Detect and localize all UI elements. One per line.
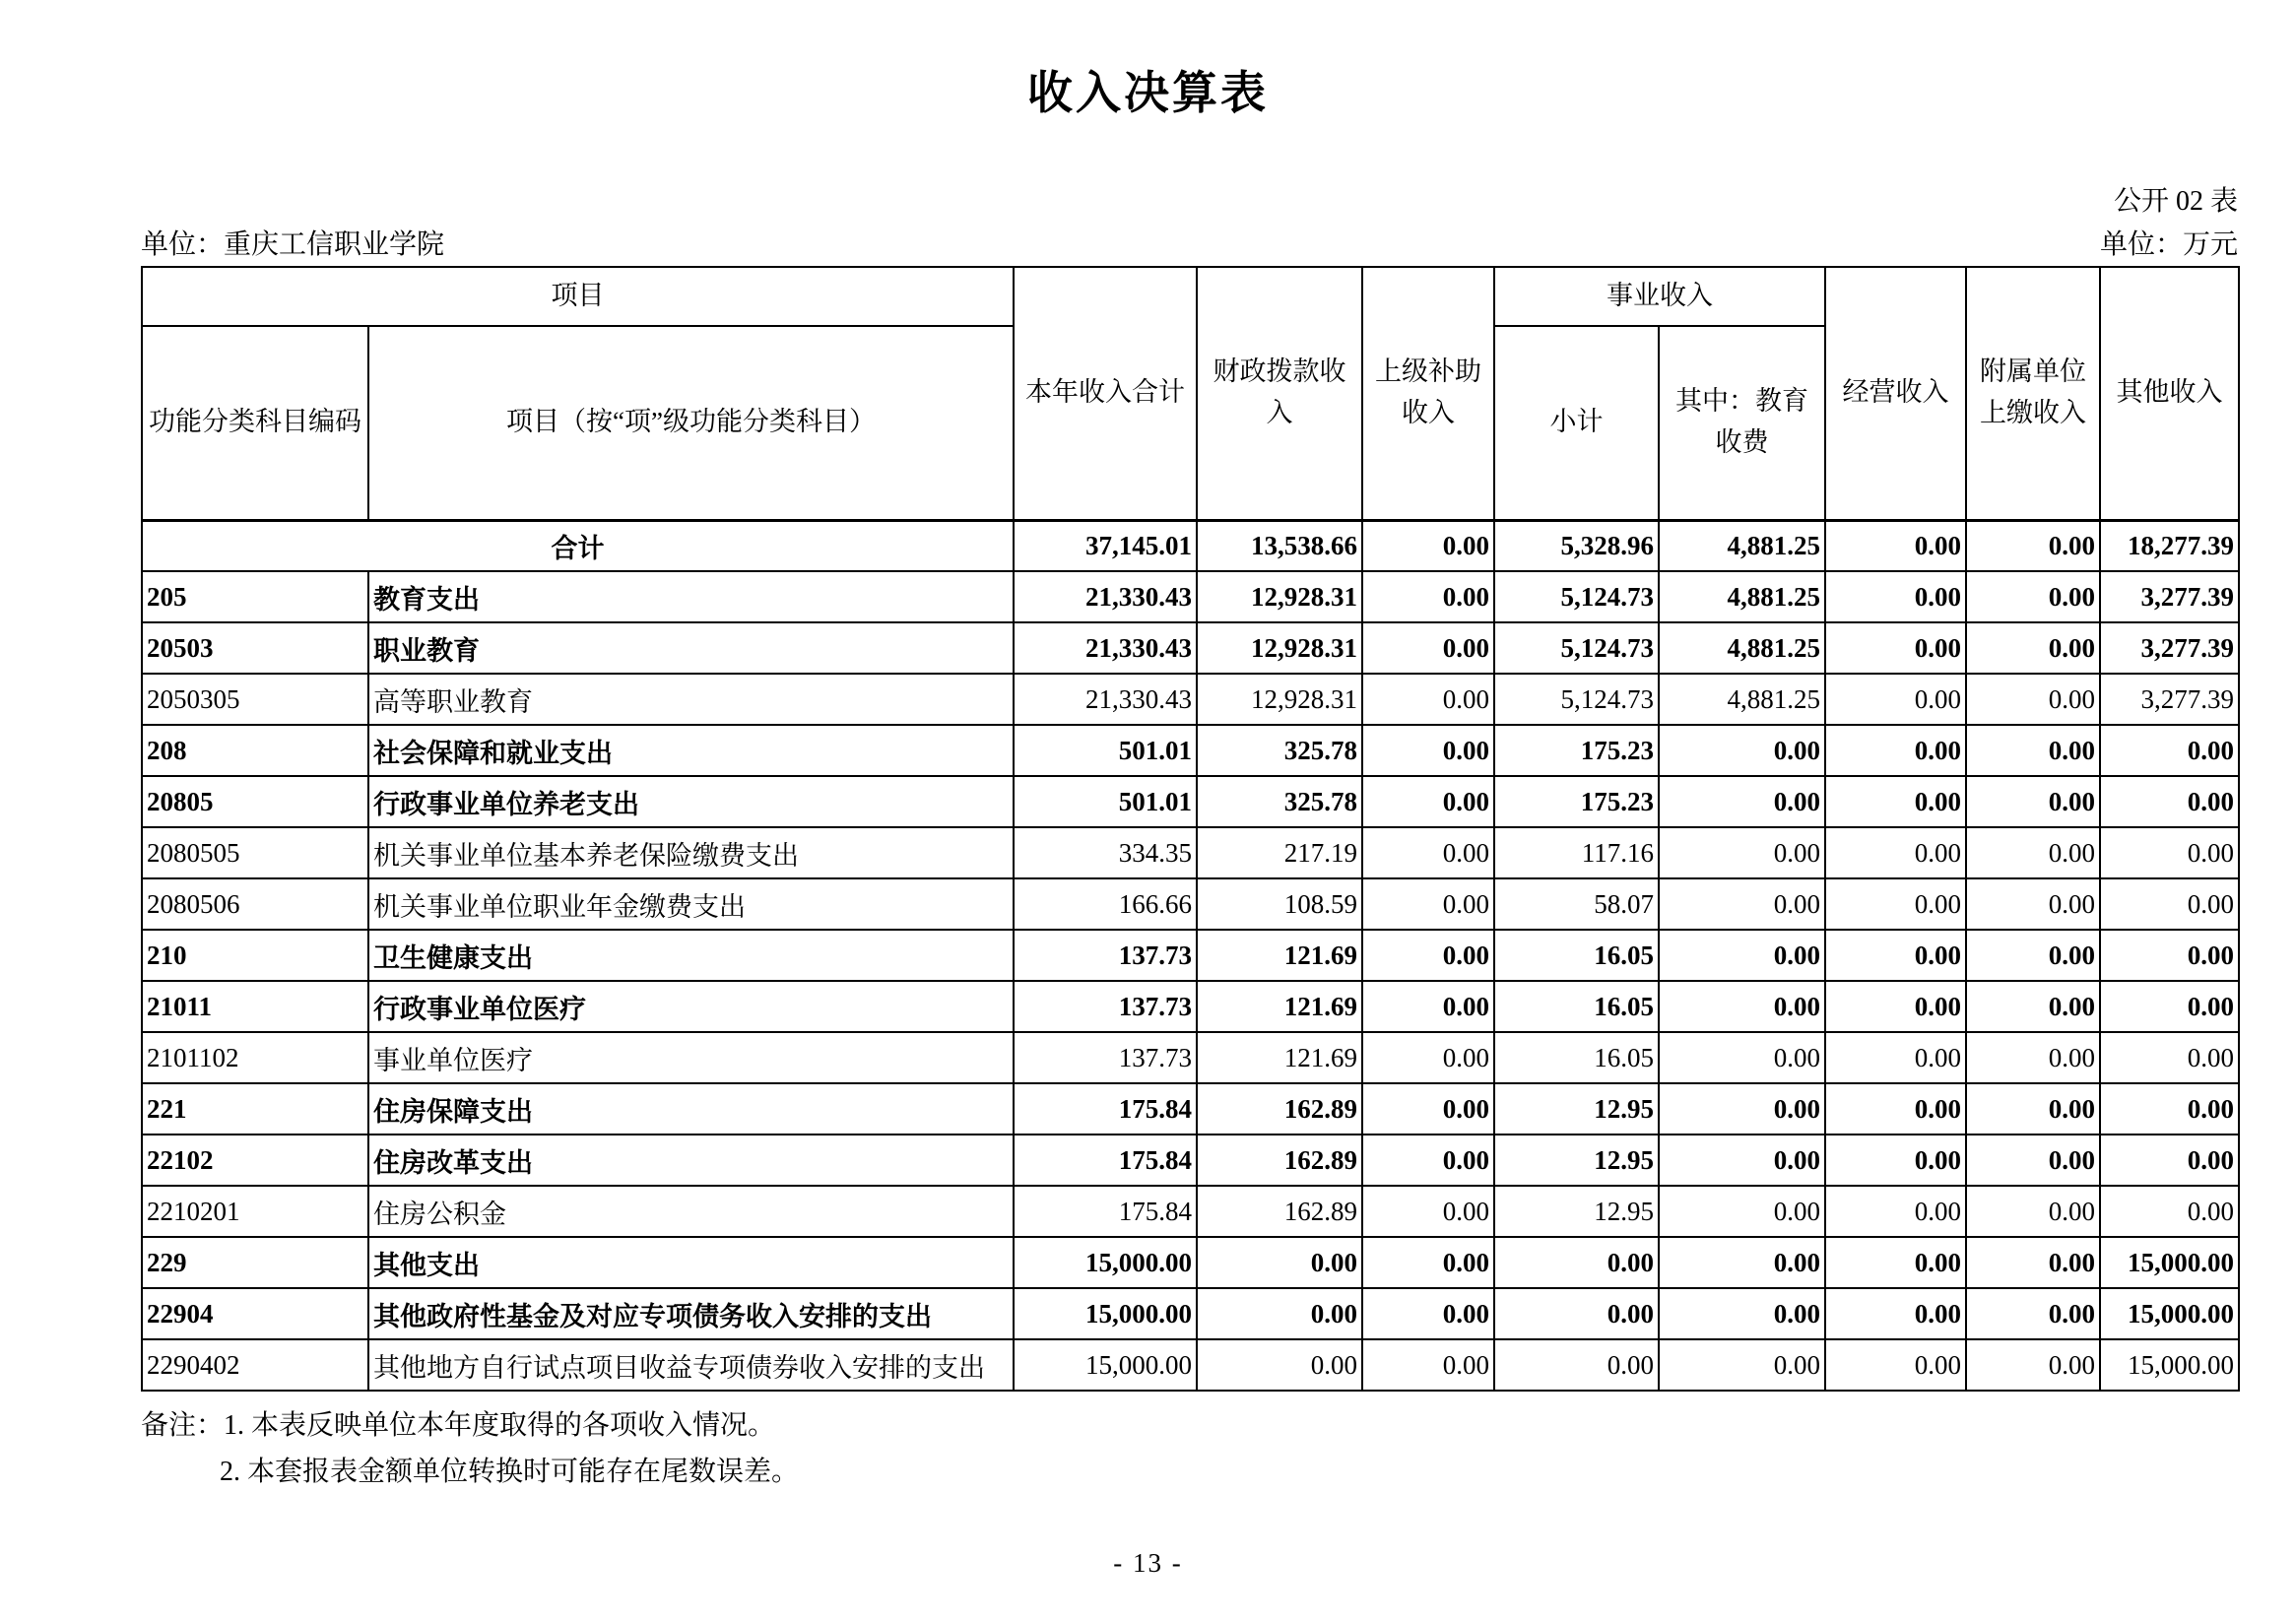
notes — [141, 1402, 799, 1495]
value-cell: 334.35 — [1014, 827, 1197, 878]
value-cell: 0.00 — [1825, 520, 1966, 571]
code-cell: 2101102 — [142, 1032, 368, 1083]
value-cell: 162.89 — [1197, 1186, 1362, 1237]
code-cell: 2050305 — [142, 674, 368, 725]
value-cell: 0.00 — [1966, 622, 2100, 674]
value-cell: 217.19 — [1197, 827, 1362, 878]
value-cell: 0.00 — [1362, 1288, 1494, 1339]
value-cell: 0.00 — [1659, 878, 1825, 930]
value-cell: 3,277.39 — [2100, 622, 2239, 674]
value-cell: 3,277.39 — [2100, 571, 2239, 622]
code-cell: 20805 — [142, 776, 368, 827]
table-body — [142, 520, 2239, 1391]
value-cell: 137.73 — [1014, 1032, 1197, 1083]
value-cell: 162.89 — [1197, 1083, 1362, 1135]
value-cell: 0.00 — [1825, 1288, 1966, 1339]
code-cell: 22904 — [142, 1288, 368, 1339]
value-cell: 0.00 — [1966, 1186, 2100, 1237]
value-cell: 0.00 — [1362, 1186, 1494, 1237]
value-cell: 0.00 — [2100, 827, 2239, 878]
value-cell: 0.00 — [1659, 1339, 1825, 1391]
value-cell: 4,881.25 — [1659, 571, 1825, 622]
name-cell: 其他政府性基金及对应专项债务收入安排的支出 — [368, 1288, 1014, 1339]
unit-label: 单位：万元 — [2099, 229, 2238, 260]
value-cell: 58.07 — [1494, 878, 1659, 930]
header-subtotal: 小计 — [1494, 326, 1659, 520]
value-cell: 0.00 — [1362, 725, 1494, 776]
value-cell: 12,928.31 — [1197, 674, 1362, 725]
table-header — [142, 267, 2239, 520]
value-cell: 0.00 — [2100, 930, 2239, 981]
code-cell: 229 — [142, 1237, 368, 1288]
value-cell: 0.00 — [1966, 571, 2100, 622]
value-cell: 121.69 — [1197, 930, 1362, 981]
value-cell: 4,881.25 — [1659, 674, 1825, 725]
name-cell: 其他地方自行试点项目收益专项债券收入安排的支出 — [368, 1339, 1014, 1391]
value-cell: 0.00 — [1362, 1237, 1494, 1288]
value-cell: 0.00 — [1659, 1288, 1825, 1339]
total-label-cell: 合计 — [142, 520, 1014, 571]
value-cell: 0.00 — [1966, 1237, 2100, 1288]
value-cell: 0.00 — [1825, 1186, 1966, 1237]
table-row — [142, 1237, 2239, 1288]
header-business-income-group: 事业收入 — [1494, 267, 1825, 326]
value-cell: 21,330.43 — [1014, 674, 1197, 725]
value-cell: 4,881.25 — [1659, 622, 1825, 674]
value-cell: 0.00 — [1966, 725, 2100, 776]
value-cell: 0.00 — [1825, 1339, 1966, 1391]
value-cell: 0.00 — [1966, 1083, 2100, 1135]
value-cell: 13,538.66 — [1197, 520, 1362, 571]
value-cell: 0.00 — [2100, 1135, 2239, 1186]
name-cell: 住房公积金 — [368, 1186, 1014, 1237]
value-cell: 0.00 — [1825, 674, 1966, 725]
value-cell: 0.00 — [1362, 1032, 1494, 1083]
value-cell: 0.00 — [2100, 1032, 2239, 1083]
value-cell: 0.00 — [1197, 1237, 1362, 1288]
value-cell: 325.78 — [1197, 725, 1362, 776]
header-function-code: 功能分类科目编码 — [142, 326, 368, 520]
value-cell: 0.00 — [1362, 1339, 1494, 1391]
code-cell: 2080505 — [142, 827, 368, 878]
value-cell: 0.00 — [1362, 930, 1494, 981]
value-cell: 0.00 — [1966, 981, 2100, 1032]
value-cell: 12,928.31 — [1197, 571, 1362, 622]
table-row — [142, 930, 2239, 981]
value-cell: 0.00 — [1825, 878, 1966, 930]
value-cell: 121.69 — [1197, 981, 1362, 1032]
value-cell: 37,145.01 — [1014, 520, 1197, 571]
value-cell: 121.69 — [1197, 1032, 1362, 1083]
value-cell: 0.00 — [1659, 1186, 1825, 1237]
value-cell: 0.00 — [1966, 1339, 2100, 1391]
value-cell: 15,000.00 — [1014, 1237, 1197, 1288]
value-cell: 0.00 — [1659, 930, 1825, 981]
value-cell: 0.00 — [1825, 1032, 1966, 1083]
header-project-item: 项目（按“项”级功能分类科目） — [368, 326, 1014, 520]
name-cell: 社会保障和就业支出 — [368, 725, 1014, 776]
value-cell: 0.00 — [1362, 674, 1494, 725]
table-code-label: 公开 02 表 — [2113, 186, 2238, 217]
value-cell: 0.00 — [1966, 520, 2100, 571]
value-cell: 0.00 — [1966, 674, 2100, 725]
value-cell: 15,000.00 — [1014, 1288, 1197, 1339]
value-cell: 0.00 — [1825, 827, 1966, 878]
table-row — [142, 981, 2239, 1032]
value-cell: 175.23 — [1494, 776, 1659, 827]
name-cell: 住房保障支出 — [368, 1083, 1014, 1135]
name-cell: 行政事业单位养老支出 — [368, 776, 1014, 827]
value-cell: 0.00 — [1197, 1339, 1362, 1391]
name-cell: 卫生健康支出 — [368, 930, 1014, 981]
value-cell: 18,277.39 — [2100, 520, 2239, 571]
value-cell: 117.16 — [1494, 827, 1659, 878]
value-cell: 108.59 — [1197, 878, 1362, 930]
value-cell: 15,000.00 — [2100, 1288, 2239, 1339]
value-cell: 137.73 — [1014, 930, 1197, 981]
header-year-total: 本年收入合计 — [1014, 267, 1197, 520]
table-row — [142, 622, 2239, 674]
value-cell: 175.84 — [1014, 1135, 1197, 1186]
page-number: - 13 - — [1113, 1548, 1183, 1578]
header-superior-subsidy: 上级补助收入 — [1362, 267, 1494, 520]
value-cell: 3,277.39 — [2100, 674, 2239, 725]
name-cell: 机关事业单位职业年金缴费支出 — [368, 878, 1014, 930]
value-cell: 501.01 — [1014, 725, 1197, 776]
income-table — [141, 266, 2240, 1392]
name-cell: 机关事业单位基本养老保险缴费支出 — [368, 827, 1014, 878]
value-cell: 0.00 — [1659, 776, 1825, 827]
value-cell: 0.00 — [1362, 520, 1494, 571]
value-cell: 0.00 — [1362, 878, 1494, 930]
name-cell: 行政事业单位医疗 — [368, 981, 1014, 1032]
value-cell: 12,928.31 — [1197, 622, 1362, 674]
header-fiscal-allocation: 财政拨款收入 — [1197, 267, 1362, 520]
value-cell: 0.00 — [1966, 878, 2100, 930]
table-row — [142, 725, 2239, 776]
value-cell: 0.00 — [1825, 1135, 1966, 1186]
code-cell: 22102 — [142, 1135, 368, 1186]
value-cell: 0.00 — [1966, 1032, 2100, 1083]
value-cell: 0.00 — [1659, 1237, 1825, 1288]
value-cell: 166.66 — [1014, 878, 1197, 930]
header-project-group: 项目 — [142, 267, 1014, 326]
value-cell: 0.00 — [1362, 1083, 1494, 1135]
value-cell: 325.78 — [1197, 776, 1362, 827]
table-row — [142, 1288, 2239, 1339]
code-cell: 2210201 — [142, 1186, 368, 1237]
table-row — [142, 1032, 2239, 1083]
value-cell: 0.00 — [1825, 776, 1966, 827]
code-cell: 210 — [142, 930, 368, 981]
code-cell: 2080506 — [142, 878, 368, 930]
value-cell: 0.00 — [1494, 1237, 1659, 1288]
org-label: 单位：重庆工信职业学院 — [141, 229, 445, 260]
name-cell: 教育支出 — [368, 571, 1014, 622]
value-cell: 15,000.00 — [1014, 1339, 1197, 1391]
code-cell: 21011 — [142, 981, 368, 1032]
header-operating-income: 经营收入 — [1825, 267, 1966, 520]
value-cell: 0.00 — [1659, 1135, 1825, 1186]
table-row — [142, 878, 2239, 930]
value-cell: 0.00 — [1825, 571, 1966, 622]
value-cell: 0.00 — [1362, 981, 1494, 1032]
value-cell: 0.00 — [2100, 776, 2239, 827]
value-cell: 0.00 — [1966, 930, 2100, 981]
value-cell: 0.00 — [1825, 930, 1966, 981]
value-cell: 0.00 — [2100, 878, 2239, 930]
code-cell: 208 — [142, 725, 368, 776]
value-cell: 0.00 — [1494, 1339, 1659, 1391]
value-cell: 4,881.25 — [1659, 520, 1825, 571]
value-cell: 0.00 — [1659, 725, 1825, 776]
table-row — [142, 571, 2239, 622]
table-row — [142, 520, 2239, 571]
value-cell: 0.00 — [2100, 1186, 2239, 1237]
value-cell: 12.95 — [1494, 1135, 1659, 1186]
code-cell: 2290402 — [142, 1339, 368, 1391]
value-cell: 0.00 — [1966, 1288, 2100, 1339]
value-cell: 0.00 — [1966, 1135, 2100, 1186]
table-row — [142, 674, 2239, 725]
value-cell: 175.23 — [1494, 725, 1659, 776]
value-cell: 0.00 — [1494, 1288, 1659, 1339]
page-title: 收入决算表 — [1027, 68, 1269, 118]
value-cell: 21,330.43 — [1014, 622, 1197, 674]
name-cell: 职业教育 — [368, 622, 1014, 674]
note-line: 2. 本套报表金额单位转换时可能存在尾数误差。 — [220, 1457, 800, 1487]
value-cell: 0.00 — [1966, 776, 2100, 827]
value-cell: 16.05 — [1494, 981, 1659, 1032]
value-cell: 0.00 — [1197, 1288, 1362, 1339]
value-cell: 0.00 — [1825, 1237, 1966, 1288]
value-cell: 15,000.00 — [2100, 1339, 2239, 1391]
header-affiliated-remit: 附属单位上缴收入 — [1966, 267, 2100, 520]
table-row — [142, 776, 2239, 827]
value-cell: 12.95 — [1494, 1083, 1659, 1135]
name-cell: 住房改革支出 — [368, 1135, 1014, 1186]
table-row — [142, 1135, 2239, 1186]
name-cell: 其他支出 — [368, 1237, 1014, 1288]
value-cell: 15,000.00 — [2100, 1237, 2239, 1288]
value-cell: 0.00 — [1362, 622, 1494, 674]
value-cell: 0.00 — [1659, 827, 1825, 878]
value-cell: 0.00 — [1362, 571, 1494, 622]
code-cell: 221 — [142, 1083, 368, 1135]
note-line: 备注：1. 本表反映单位本年度取得的各项收入情况。 — [141, 1410, 776, 1441]
value-cell: 0.00 — [1825, 725, 1966, 776]
value-cell: 162.89 — [1197, 1135, 1362, 1186]
value-cell: 0.00 — [2100, 1083, 2239, 1135]
value-cell: 16.05 — [1494, 930, 1659, 981]
name-cell: 高等职业教育 — [368, 674, 1014, 725]
value-cell: 0.00 — [2100, 981, 2239, 1032]
code-cell: 20503 — [142, 622, 368, 674]
value-cell: 0.00 — [1362, 827, 1494, 878]
value-cell: 0.00 — [1825, 1083, 1966, 1135]
value-cell: 21,330.43 — [1014, 571, 1197, 622]
name-cell: 事业单位医疗 — [368, 1032, 1014, 1083]
value-cell: 0.00 — [1362, 776, 1494, 827]
value-cell: 5,328.96 — [1494, 520, 1659, 571]
value-cell: 5,124.73 — [1494, 571, 1659, 622]
value-cell: 175.84 — [1014, 1186, 1197, 1237]
table-row — [142, 1339, 2239, 1391]
value-cell: 0.00 — [1362, 1135, 1494, 1186]
value-cell: 0.00 — [1966, 827, 2100, 878]
value-cell: 0.00 — [1659, 1032, 1825, 1083]
value-cell: 5,124.73 — [1494, 674, 1659, 725]
value-cell: 501.01 — [1014, 776, 1197, 827]
header-education-fee: 其中：教育收费 — [1659, 326, 1825, 520]
value-cell: 5,124.73 — [1494, 622, 1659, 674]
value-cell: 0.00 — [1825, 622, 1966, 674]
header-other-income: 其他收入 — [2100, 267, 2239, 520]
value-cell: 0.00 — [2100, 725, 2239, 776]
code-cell: 205 — [142, 571, 368, 622]
value-cell: 12.95 — [1494, 1186, 1659, 1237]
value-cell: 0.00 — [1659, 981, 1825, 1032]
value-cell: 137.73 — [1014, 981, 1197, 1032]
table-row — [142, 827, 2239, 878]
value-cell: 175.84 — [1014, 1083, 1197, 1135]
table-row — [142, 1186, 2239, 1237]
value-cell: 0.00 — [1659, 1083, 1825, 1135]
table-row — [142, 1083, 2239, 1135]
value-cell: 0.00 — [1825, 981, 1966, 1032]
value-cell: 16.05 — [1494, 1032, 1659, 1083]
meta-row — [141, 223, 2238, 262]
